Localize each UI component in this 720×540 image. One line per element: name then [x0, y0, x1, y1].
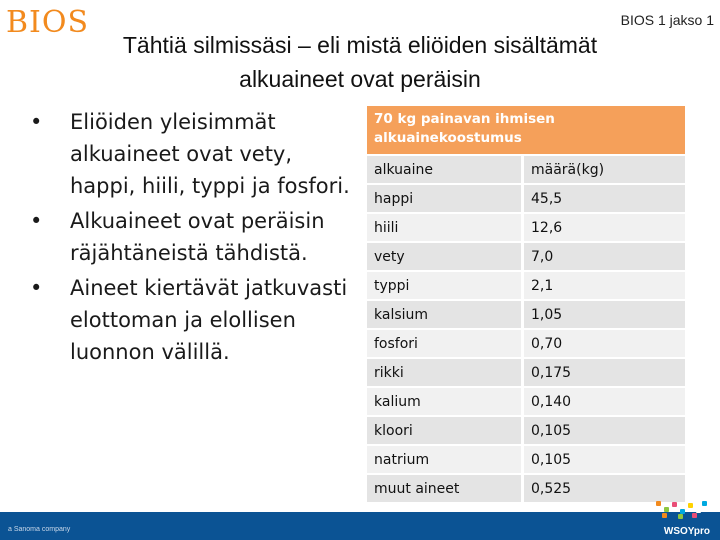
composition-table-wrap — [367, 104, 685, 504]
table-body — [367, 156, 685, 502]
table-column-row — [367, 156, 685, 183]
element-cell: kalsium — [367, 301, 524, 328]
footer-note: a Sanoma company — [8, 526, 71, 533]
table-row — [367, 388, 685, 415]
logo-dot — [672, 502, 677, 507]
amount-cell: 2,1 — [524, 272, 685, 299]
wsoy-logo — [650, 499, 710, 537]
slide-title-line-1: Tähtiä silmissäsi – eli mistä eliöiden sisältämät — [122, 32, 598, 58]
element-cell: kalium — [367, 388, 524, 415]
table-row — [367, 185, 685, 212]
amount-cell: 0,140 — [524, 388, 685, 415]
column-header-amount: määrä(kg) — [524, 156, 685, 183]
element-cell: fosfori — [367, 330, 524, 357]
amount-cell: 0,525 — [524, 475, 685, 502]
table-row — [367, 417, 685, 444]
slide-title — [60, 28, 660, 96]
logo-dot — [692, 513, 697, 518]
composition-table — [367, 104, 685, 504]
amount-cell: 12,6 — [524, 214, 685, 241]
bullet-list — [30, 106, 360, 371]
logo-dot — [656, 501, 661, 506]
logo-dot — [688, 503, 693, 508]
wsoy-brand: WSOYpro — [663, 526, 710, 537]
element-cell: happi — [367, 185, 524, 212]
element-cell: vety — [367, 243, 524, 270]
logo-dot — [664, 507, 669, 512]
logo-dot — [678, 514, 683, 519]
logo-dot — [662, 513, 667, 518]
amount-cell: 0,70 — [524, 330, 685, 357]
element-cell: rikki — [367, 359, 524, 386]
table-row — [367, 446, 685, 473]
table-row — [367, 301, 685, 328]
column-header-element: alkuaine — [367, 156, 524, 183]
logo-dots — [650, 499, 710, 519]
amount-cell: 45,5 — [524, 185, 685, 212]
table-row — [367, 243, 685, 270]
bullet-item: • Eliöiden yleisimmät alkuaineet ovat vety, happi, hiili, typpi ja fosfori. — [30, 106, 360, 202]
element-cell: muut aineet — [367, 475, 524, 502]
amount-cell: 1,05 — [524, 301, 685, 328]
table-row — [367, 475, 685, 502]
table-row — [367, 359, 685, 386]
logo-dot — [702, 501, 707, 506]
amount-cell: 7,0 — [524, 243, 685, 270]
slide-title-line-2: alkuaineet ovat peräisin — [239, 66, 481, 92]
table-title: 70 kg painavan ihmisen alkuainekoostumus — [367, 106, 685, 154]
element-cell: kloori — [367, 417, 524, 444]
element-cell: hiili — [367, 214, 524, 241]
element-cell: natrium — [367, 446, 524, 473]
bullet-item: • Aineet kiertävät jatkuvasti elottoman ja elollisen luonnon välillä. — [30, 272, 360, 368]
logo-dot — [696, 508, 701, 513]
table-row — [367, 272, 685, 299]
amount-cell: 0,105 — [524, 446, 685, 473]
table-row — [367, 214, 685, 241]
element-cell: typpi — [367, 272, 524, 299]
bullet-item: • Alkuaineet ovat peräisin räjähtäneistä tähdistä. — [30, 205, 360, 269]
course-label: BIOS 1 jakso 1 — [620, 12, 714, 28]
table-row — [367, 330, 685, 357]
amount-cell: 0,105 — [524, 417, 685, 444]
amount-cell: 0,175 — [524, 359, 685, 386]
footer-bar — [0, 512, 720, 540]
bios-logo: BIOS — [6, 5, 90, 40]
table-header-row — [367, 106, 685, 154]
